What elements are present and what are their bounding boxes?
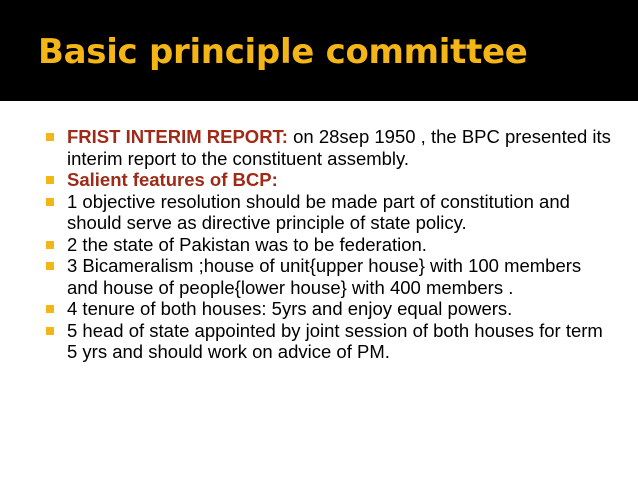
bullet-text: 1 objective resolution should be made part of constitution and should serve as directive principle of state policy.: [67, 190, 570, 233]
bullet-lead: Salient features of BCP:: [67, 169, 278, 190]
bullet-text: on 28sep 1950 , the BPC presented its interim report to the constituent assembly.: [67, 126, 611, 169]
slide-title: Basic principle committee: [38, 32, 528, 72]
title-band: [0, 0, 638, 101]
bullet-item: [46, 169, 611, 191]
bullet-square-icon: [46, 327, 54, 335]
bullet-square-icon: [46, 305, 54, 313]
bullet-item: [46, 255, 611, 298]
bullet-text: 5 head of state appointed by joint session of both houses for term 5 yrs and should work on advice of PM.: [67, 319, 603, 362]
bullet-square-icon: [46, 198, 54, 206]
bullet-item: [46, 126, 611, 169]
bullet-square-icon: [46, 241, 54, 249]
bullet-text: 2 the state of Pakistan was to be federation.: [67, 233, 427, 255]
bullet-item: [46, 234, 611, 256]
bullet-item: [46, 191, 611, 234]
bullet-square-icon: [46, 133, 54, 141]
bullet-square-icon: [46, 262, 54, 270]
bullet-text: 4 tenure of both houses: 5yrs and enjoy equal powers.: [67, 298, 513, 319]
bullet-text: 3 Bicameralism ;house of unit{upper house} with 100 members and house of people{lower house} with 400 members .: [67, 255, 582, 298]
bullet-item: [46, 298, 611, 320]
bullet-item: [46, 320, 611, 363]
bullet-lead: FRIST INTERIM REPORT:: [67, 126, 288, 147]
bullet-list: [46, 126, 611, 363]
bullet-square-icon: [46, 176, 54, 184]
